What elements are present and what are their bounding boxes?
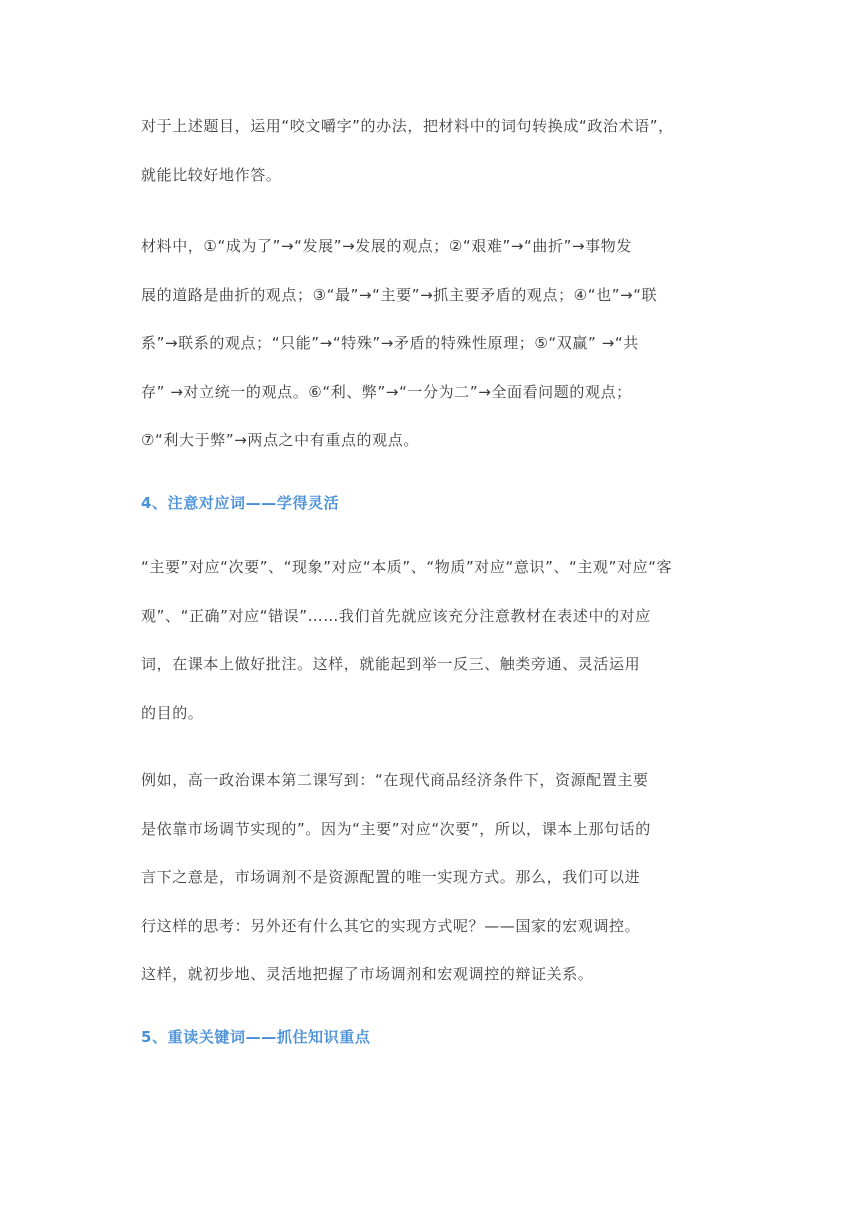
paragraph-correspondence-words: [141, 543, 721, 737]
text-line: 对于上述题目，运用“咬文嚼字”的办法，把材料中的词句转换成“政治术语”，: [141, 117, 674, 135]
text-line: 展的道路是曲折的观点；③“最”→“主要”→抓主要矛盾的观点；④“也”→“联: [141, 285, 658, 304]
paragraph-material-analysis: [141, 222, 721, 465]
paragraph-answer-method: [141, 102, 721, 199]
section-heading-4: 4、注意对应词——学得灵活: [141, 494, 340, 512]
text-line: 系”→联系的观点；“只能”→“特殊”→矛盾的特殊性原理；⑤“双赢” →“共: [141, 334, 639, 352]
text-line: “主要”对应“次要”、“现象”对应“本质”、“物质”对应“意识”、“主观”对应“客: [141, 558, 673, 576]
text-line: 行这样的思考：另外还有什么其它的实现方式呢？——国家的宏观调控。: [141, 916, 641, 935]
text-line: 观”、“正确”对应“错误”……我们首先就应该充分注意教材在表述中的对应: [141, 606, 651, 625]
text-line: 这样，就初步地、灵活地把握了市场调剂和宏观调控的辩证关系。: [141, 965, 594, 983]
paragraph-example: [141, 756, 721, 999]
text-line: 例如，高一政治课本第二课写到：“在现代商品经济条件下，资源配置主要: [141, 771, 649, 789]
text-line: 材料中，①“成为了”→“发展”→发展的观点；②“艰难”→“曲折”→事物发: [141, 237, 632, 255]
text-line: 是依靠市场调节实现的”。因为“主要”对应“次要”，所以，课本上那句话的: [141, 819, 651, 838]
text-line: 存” →对立统一的观点。⑥“利、弊”→“一分为二”→全面看问题的观点；: [141, 382, 632, 401]
section-heading-5: 5、重读关键词——抓住知识重点: [141, 1028, 371, 1046]
text-line: 的目的。: [141, 703, 204, 722]
text-line: 言下之意是，市场调剂不是资源配置的唯一实现方式。那么，我们可以进: [141, 868, 641, 886]
text-line: ⑦“利大于弊”→两点之中有重点的观点。: [141, 431, 419, 449]
text-line: 就能比较好地作答。: [141, 165, 282, 184]
text-line: 词，在课本上做好批注。这样，就能起到举一反三、触类旁通、灵活运用: [141, 655, 641, 673]
